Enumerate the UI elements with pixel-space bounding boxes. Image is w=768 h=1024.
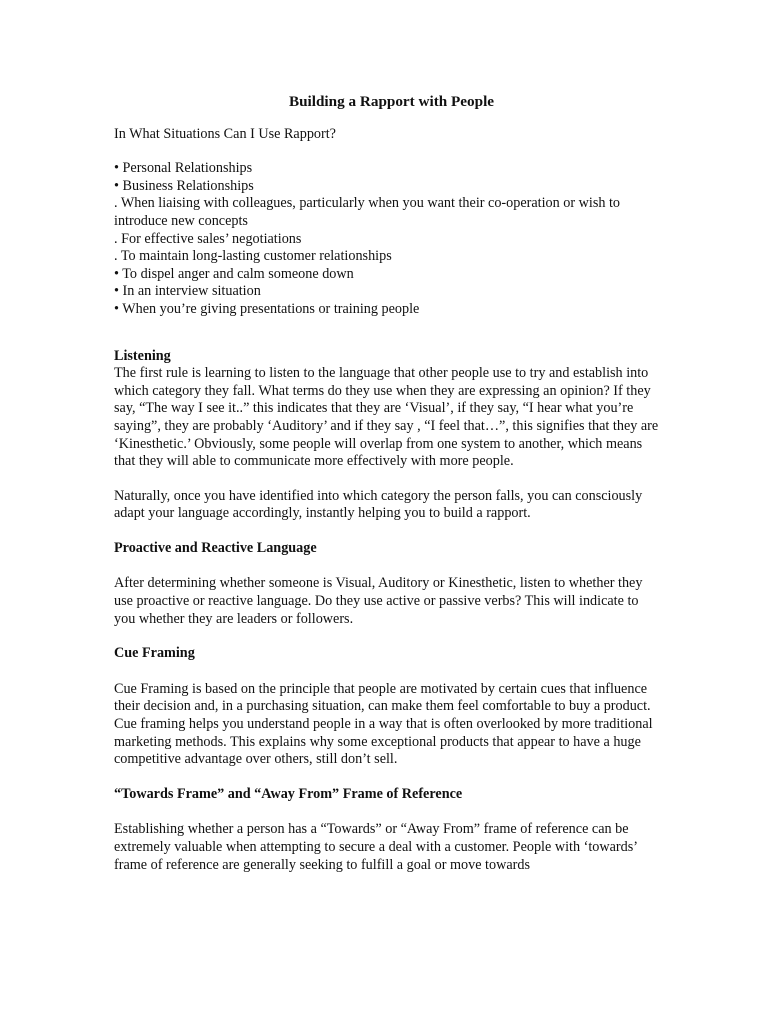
listening-paragraph-2: Naturally, once you have identified into which category the person falls, you can consciously adapt your language accordingly, instantly helping you to build a rapport. [114,487,643,522]
list-item: • To dispel anger and calm someone down [114,265,354,282]
document-page [114,93,659,874]
list-item: . For effective sales’ negotiations [114,230,302,247]
proactive-paragraph: After determining whether someone is Visual, Auditory or Kinesthetic, listen to whether they use proactive or reactive language. Do they use active or passive verbs? This will indicate to you whether they are leaders or followers. [114,575,643,627]
list-item: • Personal Relationships [114,160,253,177]
heading-proactive-reactive: Proactive and Reactive Language [114,539,317,556]
heading-towards-away: “Towards Frame” and “Away From” Frame of Reference [114,785,463,802]
listening-paragraph-1: The first rule is learning to listen to the language that other people use to try and establish into which category they fall. What terms do they use when they are expressing an opinion? If they say, “The way I see it..” this indicates that they are ‘Visual’, if they say, “I hear what you’re saying”, they are probably ‘Auditory’ and if they say , “I feel that…”, this signifies that they are ‘Kinesthetic.’ Obviously, some people will overlap from one system to another, which means that they will able to communicate more effectively with more people. [114,365,659,470]
list-item: . When liaising with colleagues, particularly when you want their co-operation or wish to introduce new concepts [114,195,621,229]
list-item: . To maintain long-lasting customer relationships [114,248,392,265]
situations-list [114,160,659,318]
heading-cue-framing: Cue Framing [114,645,195,662]
intro-question: In What Situations Can I Use Rapport? [114,125,336,142]
document-title: Building a Rapport with People [288,93,495,110]
heading-listening: Listening [114,347,171,364]
list-item: • Business Relationships [114,177,254,194]
list-item: • When you’re giving presentations or training people [114,300,420,317]
cue-framing-paragraph: Cue Framing is based on the principle that people are motivated by certain cues that influence their decision and, in a purchasing situation, can make them feel comfortable to buy a product. Cue framing helps you understand people in a way that is often overlooked by more traditional marketing methods. This explains why some exceptional products that appear to have a huge competitive advantage over others, still don’t sell. [114,680,653,768]
towards-paragraph: Establishing whether a person has a “Towards” or “Away From” frame of reference can be extremely valuable when attempting to secure a deal with a customer. People with ‘towards’ frame of reference are generally seeking to fulfill a goal or move towards [114,821,637,873]
list-item: • In an interview situation [114,283,261,300]
